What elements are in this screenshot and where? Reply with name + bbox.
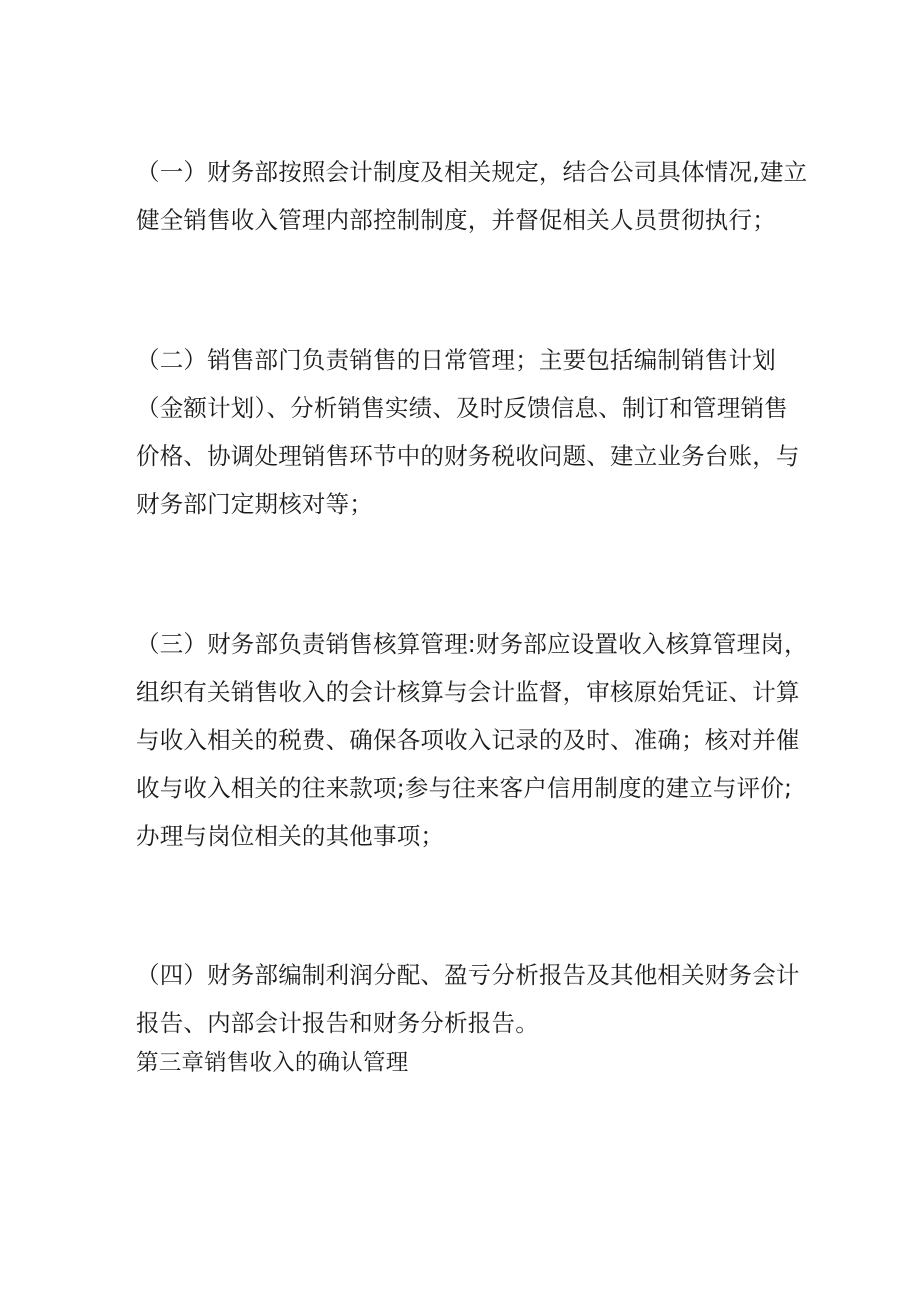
paragraph-2-line-1: （二）销售部门负责销售的日常管理；主要包括编制销售计划 (136, 346, 776, 374)
paragraph-1-line-1: （一）财务部按照会计制度及相关规定，结合公司具体情况,建立 (136, 158, 808, 186)
paragraph-3-line-4: 收与收入相关的往来款项;参与往来客户信用制度的建立与评价; (136, 774, 793, 802)
paragraph-2-line-3: 价格、协调处理销售环节中的财务税收问题、建立业务台账，与 (136, 442, 800, 470)
paragraph-4-line-1: （四）财务部编制利润分配、盈亏分析报告及其他相关财务会计 (136, 961, 800, 989)
chapter-heading: 第三章销售收入的确认管理 (136, 1050, 409, 1076)
paragraph-3-line-2: 组织有关销售收入的会计核算与会计监督，审核原始凭证、计算 (136, 678, 800, 706)
paragraph-2-line-2: （金额计划）、分析销售实绩、及时反馈信息、制订和管理销售 (136, 394, 788, 422)
paragraph-3-line-5: 办理与岗位相关的其他事项； (136, 822, 445, 850)
paragraph-2-line-4: 财务部门定期核对等； (136, 490, 373, 518)
paragraph-3-line-1: （三）财务部负责销售核算管理:财务部应设置收入核算管理岗， (136, 630, 808, 658)
paragraph-4-line-2: 报告、内部会计报告和财务分析报告。 (136, 1009, 539, 1037)
paragraph-1-line-2: 健全销售收入管理内部控制制度，并督促相关人员贯彻执行； (136, 206, 776, 234)
paragraph-3-line-3: 与收入相关的税费、确保各项收入记录的及时、准确；核对并催 (136, 726, 800, 754)
